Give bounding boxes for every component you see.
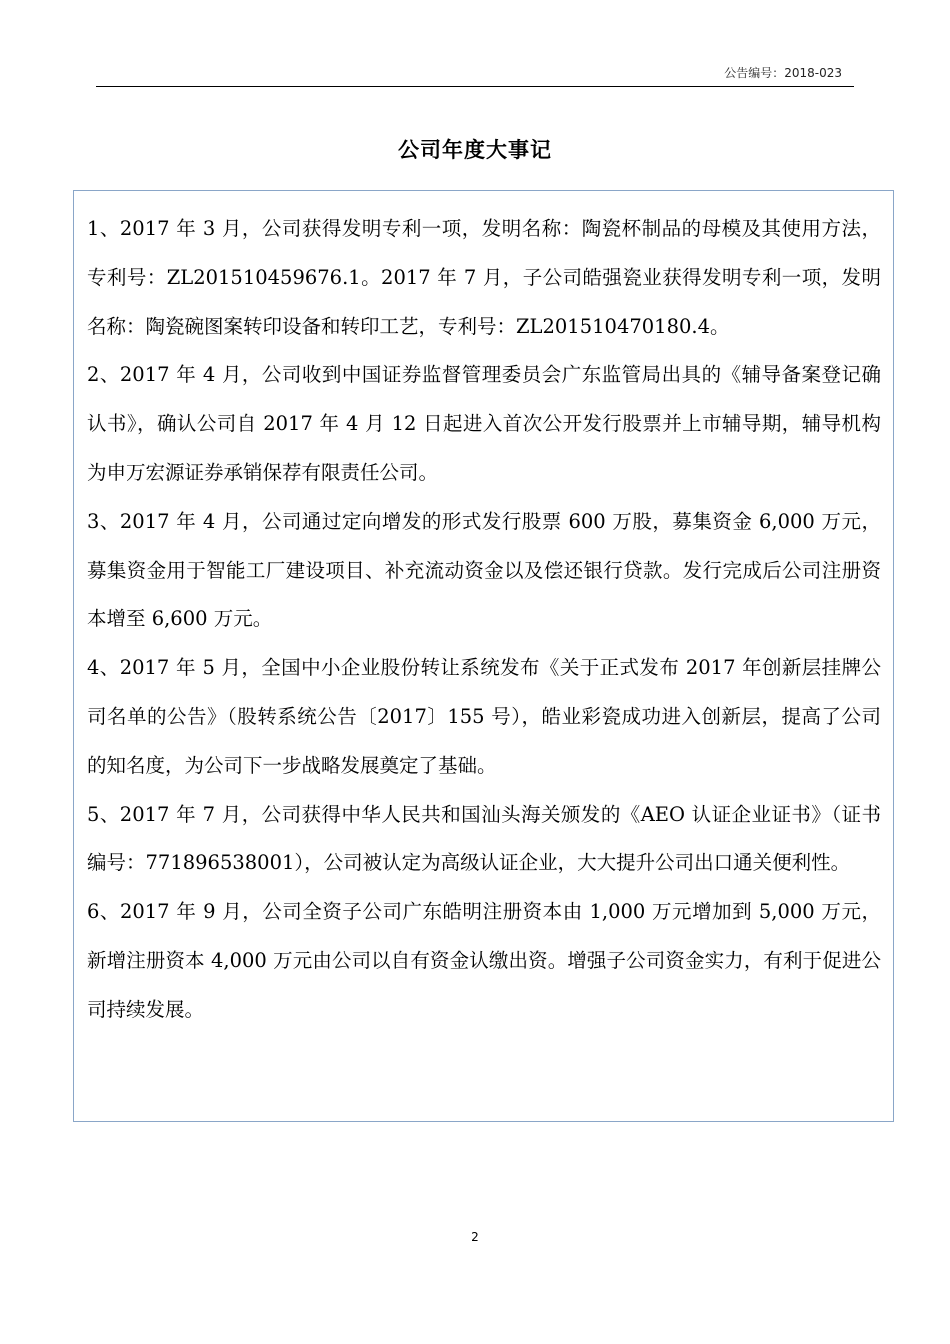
page-number: 2 (471, 1230, 479, 1244)
event-item: 2、2017 年 4 月，公司收到中国证券监督管理委员会广东监管局出具的《辅导备案登记确认书》，确认公司自 2017 年 4 月 12 日起进入首次公开发行股票并上市辅导期，辅导机构为申万宏源证券承销保荐有限责任公司。 (87, 363, 881, 484)
event-item: 3、2017 年 4 月，公司通过定向增发的形式发行股票 600 万股，募集资金 6,000 万元，募集资金用于智能工厂建设项目、补充流动资金以及偿还银行贷款。发行完成后公司注册资本增至 6,600 万元。 (87, 509, 881, 631)
event-item: 4、2017 年 5 月，全国中小企业股份转让系统发布《关于正式发布 2017 年创新层挂牌公司名单的公告》（股转系统公告〔2017〕155 号），皓业彩瓷成功进入创新层，提高了公司的知名度，为公司下一步战略发展奠定了基础。 (87, 656, 881, 777)
events-box (73, 190, 894, 1122)
event-item: 1、2017 年 3 月，公司获得发明专利一项，发明名称：陶瓷杯制品的母模及其使用方法，专利号：ZL201510459676.1。2017 年 7 月，子公司皓强瓷业获得发明专利一项，发明名称：陶瓷碗图案转印设备和转印工艺，专利号：ZL201510470180.4。 (87, 217, 881, 338)
announcement-number: 公告编号：2018-023 (724, 66, 842, 80)
event-item: 6、2017 年 9 月，公司全资子公司广东皓明注册资本由 1,000 万元增加到 5,000 万元，新增注册资本 4,000 万元由公司以自有资金认缴出资。增强子公司资金实力，有利于促进公司持续发展。 (87, 900, 881, 1021)
page-title: 公司年度大事记 (398, 138, 552, 162)
header-divider (96, 86, 854, 87)
event-item: 5、2017 年 7 月，公司获得中华人民共和国汕头海关颁发的《AEO 认证企业证书》（证书编号：771896538001），公司被认定为高级认证企业，大大提升公司出口通关便利性。 (87, 802, 881, 875)
